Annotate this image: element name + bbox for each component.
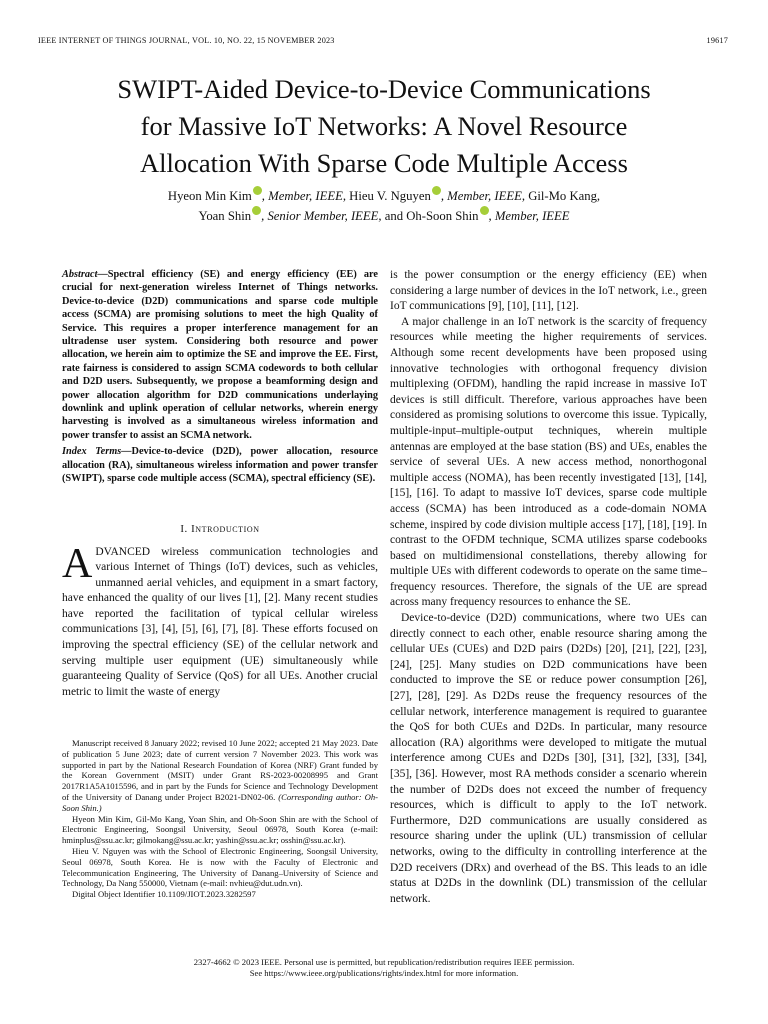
index-terms (62, 445, 378, 485)
body-paragraph: is the power consumption or the energy efficiency (EE) when considering a large number of devices in the IoT network, i.e., green IoT communications [9], [10], [11], [12]. (390, 269, 707, 313)
abstract-text: Spectral efficiency (SE) and energy efficiency (EE) are crucial for next-generation wireless Internet of Things networks. Device-to-device (D2D) communications and sparse code multiple access (SCMA) are promising solutions to meet the high Quality of Service. This requires a proper interference management for an ultradense user system. Considering both resource and power allocation, we herein aim to optimize the SE and improve the EE. First, rate fairness is considered to assign SCMA codewords to both cellular and D2D users. Subsequently, we propose a beamforming design and power allocation algorithm for D2D communications underlaying downlink and uplink operation of cellular networks, wherein energy harvesting is involved as a simultaneous wireless information and power transfer to assist an SCMA network. (62, 269, 378, 441)
abstract-label: Abstract— (62, 269, 108, 280)
title-line-3: Allocation With Sparse Code Multiple Access (140, 148, 628, 178)
index-terms-text: Device-to-device (D2D), power allocation, resource allocation (RA), simultaneous wireless information and power transfer (SWIPT), sparse code multiple access (SCMA), spectral efficiency (SE). (62, 446, 378, 485)
permissions-line: See https://www.ieee.org/publications/rights/index.html for more information. (249, 968, 519, 978)
author-list (40, 186, 728, 226)
intro-paragraph (62, 540, 378, 701)
author-name: Yoan Shin (198, 209, 252, 224)
running-header (38, 36, 728, 45)
orcid-icon[interactable] (253, 186, 262, 195)
index-terms-label: Index Terms— (62, 446, 132, 458)
orcid-icon[interactable] (252, 206, 261, 215)
author-line-2 (40, 206, 728, 226)
author-name: Hyeon Min Kim (167, 189, 252, 204)
journal-name: IEEE INTERNET OF THINGS JOURNAL, VOL. 10, NO. 22, 15 NOVEMBER 2023 (38, 36, 335, 45)
orcid-icon[interactable] (480, 206, 489, 215)
copyright-notice (40, 957, 728, 979)
author-line-1 (40, 186, 728, 206)
author-name: Hieu V. Nguyen (349, 189, 431, 204)
author-role: , Senior Member, IEEE, (261, 209, 385, 224)
author-name: Gil-Mo Kang, (528, 189, 601, 204)
title-line-1: SWIPT-Aided Device-to-Device Communications (117, 74, 651, 104)
title-line-2: for Massive IoT Networks: A Novel Resource (140, 111, 628, 141)
footnotes (62, 738, 378, 900)
section-number: I. (180, 522, 192, 535)
affiliation-note: Hyeon Min Kim, Gil-Mo Kang, Yoan Shin, and Oh-Soon Shin are with the School of Electronic Engineering, Soongsil University, Seoul 06978, South Korea (e-mail: hminplus@ssu.ac.kr; gilmokang@ssu.ac.kr; yashin@ssu.ac.kr; osshin@ssu.ac.kr). (62, 813, 378, 846)
orcid-icon[interactable] (432, 186, 441, 195)
author-role: , Member, IEEE (488, 209, 570, 224)
manuscript-note: Manuscript received 8 January 2022; revised 10 June 2022; accepted 21 May 2023. Date of publication 5 June 2023; date of current version 7 November 2023. This work was supported in part by the National Research Foundation of Korea (NRF) Grant funded by the Korean Government (MSIT) under Grant RS-2023-00208995 and Grant 2017R1A5A1015596, and in part by the Funds for Science and Technology Development of the University of Danang under Project B2021-DN02-06. (Corresponding author: Oh-Soon Shin.) (62, 738, 378, 813)
body-paragraph: Device-to-device (D2D) communications, where two UEs can directly connect to each other, enable resource sharing among the cellular UEs (CUEs) and D2D pairs (D2Ds) [20], [21], [22], [23], [24], [25]. Many studies on D2D communications have been conducted to improve the SE or reduce power consumption [26], [27], [28], [29]. As D2Ds reuse the frequency resources of the cellular network, interference management is required to guarantee the QoS for both CUEs and D2Ds. In particular, many resource allocation (RA) algorithms were developed to mitigate the mutual interference among CUEs and D2Ds [30], [31], [32], [33], [34], [35], [36]. However, most RA methods consider a scenario wherein the number of D2Ds does not exceed the number of frequency resources, which is difficult to apply to the IoT network. Furthermore, D2D communications are usually considered as resource sharing under the uplink (UL) transmission of cellular networks, owing to the difficulty in controlling interference at the D2D receivers (DRx) and overhead of the BS. This leads to an idle status at D2Ds in the downlink (DL) transmission of the cellular network. (390, 612, 707, 905)
section-heading (62, 523, 378, 535)
intro-first-word: DVANCED (95, 545, 151, 558)
page-number: 19617 (706, 36, 728, 45)
author-role: , Member, IEEE, (440, 189, 529, 204)
copyright-line: 2327-4662 © 2023 IEEE. Personal use is permitted, but republication/redistribution requires IEEE permission. (193, 957, 575, 967)
author-name: and Oh-Soon Shin (384, 209, 479, 224)
body-paragraph: A major challenge in an IoT network is the scarcity of frequency resources while meeting the higher requirements of services. Although some recent developments have been proposed using innovative technologies with orthogonal frequency division multiplexing (OFDM), handling the rapid increase in massive IoT devices is still difficult. Therefore, various approaches have been considered as promising solutions to overcome this issue. Typically, multiple-input–multiple-output techniques, wherein multiple antennas are employed at the base station (BS) and UEs, enables the service of several UEs. A new access method, nonorthogonal multiple access (NOMA), has been recently investigated [13], [14], [15], [16]. To adapt to massive IoT devices, sparse code multiple access (SCMA) has been introduced as a code-domain NOMA scheme, inspired by code division multiple access [17], [18], [19]. In contrast to the OFDM technique, SCMA utilizes sparse codebooks based on multidimensional constellations, thereby allowing for multiple UEs with different codewords to operate on the same time–frequency resources. Therefore, the signals of the UE are spread across many frequency resources to enhance the SE. (390, 315, 707, 609)
doi-note: Digital Object Identifier 10.1109/JIOT.2023.3282597 (72, 889, 256, 900)
affiliation-note: Hieu V. Nguyen was with the School of Electronic Engineering, Soongsil University, Seoul 06978, South Korea. He is now with the Faculty of Electronic and Telecommunication Engineering, The University of Danang–University of Science and Technology, Da Nang 550000, Vietnam (e-mail: nvhieu@dut.udn.vn). (62, 845, 378, 889)
corresponding-author: (Corresponding author: Oh-Soon Shin.) (62, 791, 378, 813)
intro-text: wireless communication technologies and various Internet of Things (IoT) devices, such as vehicles, unmanned aerial vehicles, and equipment in a smart factory, have enhanced the quality of our lives [1], [2]. Many recent studies have reported the facilitation of typical cellular wireless communications [3], [4], [5], [6], [7], [8]. These efforts focused on improving the spectral efficiency (SE) of the cellular network and serving multiple user equipment (UE) simultaneously while guaranteeing Quality of Service (QoS) for all UEs. Another crucial metric to limit the waste of energy (62, 545, 378, 698)
section-title: Introduction (191, 522, 260, 535)
paper-title (40, 71, 728, 182)
drop-cap: A (62, 540, 93, 587)
abstract (62, 268, 378, 442)
left-column (62, 268, 378, 700)
author-role: , Member, IEEE, (261, 189, 350, 204)
right-column (390, 268, 707, 907)
